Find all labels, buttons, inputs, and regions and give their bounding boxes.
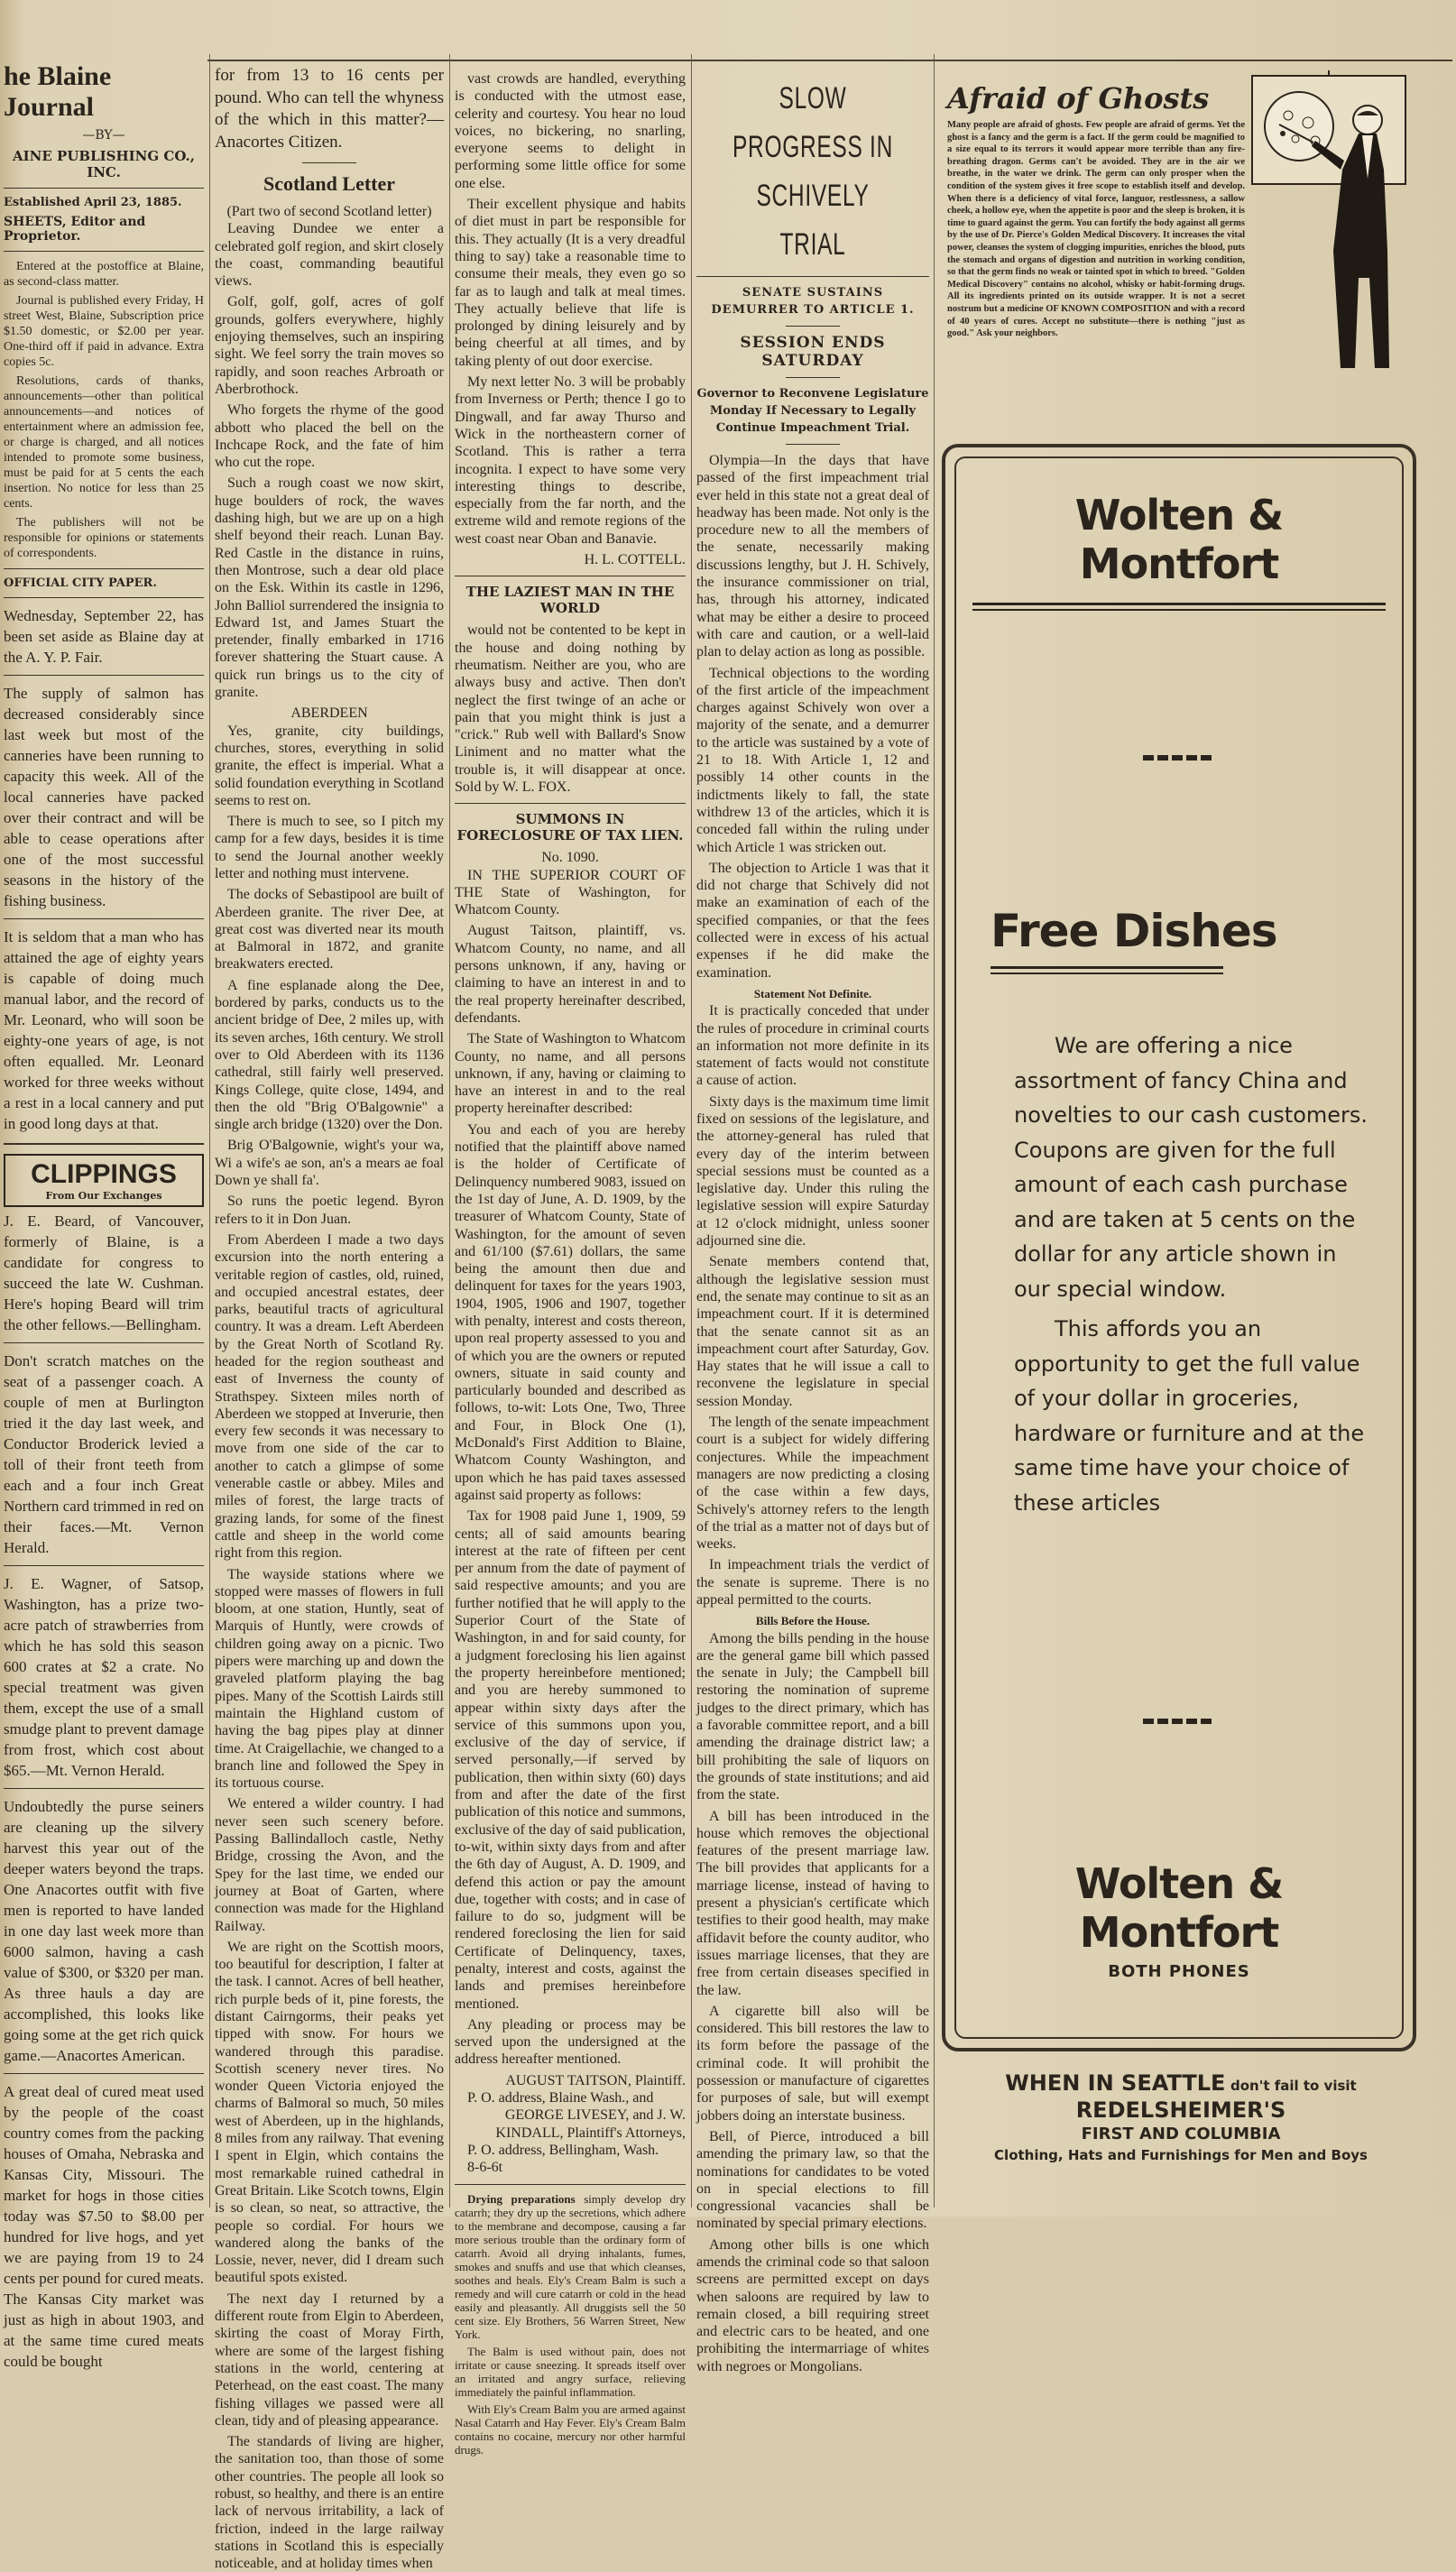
- summons-court: IN THE SUPERIOR COURT OF THE State of Washington, for Whatcom County.: [455, 867, 686, 918]
- article-paragraph: The docks of Sebastipool are built of Aberdeen granite. The river Dee, at great cost was diverted near its mouth at Balmoral in 1872, and granite breakwaters erected.: [215, 887, 444, 973]
- article-paragraph: There is much to see, so I pitch my camp for a few days, besides it is time to send the Journal another weekly letter and nothing must intervene.: [215, 814, 444, 881]
- editorial-paragraph: The supply of salmon has decreased considerably since last week but most of the canneries have been running to capacity this week. All of the local canneries have packed over their contract and will be able to cease operations after one of the most successful seasons in the history of the fishing business.: [4, 685, 204, 909]
- article-paragraph: Sixty days is the maximum time limit fixed on sessions of the legislature, and the attorney-general has ruled that every day of the interim between special sessions must be counted as a legislative day. Under this ruling the legislative session will expire Saturday at 12 o'clock midnight, unless sooner adjourned sine die.: [696, 1093, 929, 1249]
- article-paragraph: The standards of living are higher, the sanitation too, than those of some other countries. The people all look so robust, so healthy, and there is an entire lack of nervous irritability, a lack of friction, indeed in the large railway stations in Scotland this is especially noticeable, and at holiday times when: [215, 2434, 444, 2572]
- store-name: REDELSHEIMER'S: [1075, 2097, 1286, 2123]
- column-rule: [209, 54, 210, 2208]
- clippings-subtitle: From Our Exchanges: [45, 1190, 162, 1202]
- drying-ad-text: With Ely's Cream Balm you are armed against Nasal Catarrh and Hay Fever. Ely's Cream Balm contains no cocaine, mercury nor other harmful drugs.: [455, 2401, 686, 2457]
- publish-info: Journal is published every Friday, H street West, Blaine, Subscription price $1.50 domestic, or $2.00 per year. One-third off if paid in advance. Extra copies 5c.: [4, 294, 204, 369]
- article-paragraph: Who forgets the rhyme of the good abbott who placed the bell on the Inchcape Rock, and the fate of him who cut the rope.: [215, 402, 444, 471]
- article-paragraph: Such a rough coast we now skirt, huge boulders of rock, the waves dashing high, but we are up on a high shelf beyond their reach. Lunan Bay. Red Castle in the distance in ruins, then Montrose, such a dear old place on the Esk. Within its castle in 1296, John Balliol surrendered the insignia to Edward 1st, and James Stuart the pretender, finally embarked in 1716 forever shattering the Stuart cause. A quick run brings us to the city of granite.: [215, 475, 444, 701]
- article-paragraph: My next letter No. 3 will be probably from Inverness or Perth; thence I go to Dingwall, and far away Thurso and Wick in the northeastern corner of Scotland. This is rather a terra incognita. I expect to have some very interesting things to describe, especially from the far north, and the extreme wild and remote regions of the west coast near Oban and Banavie.: [455, 374, 686, 547]
- article-paragraph: Leaving Dundee we enter a celebrated golf region, and skirt closely the coast, commanding beautiful views.: [215, 221, 444, 290]
- summons-paragraph: You and each of you are hereby notified that the plaintiff above named is the holder of Certificate of Delinquency numbered 9083, issued on the 1st day of June, A. D. 1909, by the treasurer of Whatcom County, State of Washington, for the amount of seven and 61/100 ($7.61) dollars, the same being the amount then due and delinquent for taxes for the years 1903, 1904, 1905, 1906 and 1907, together with penalty, interest and costs thereon, upon real property assessed to you and of which you are the owners or reputed owners, situate in said county and particularly bounded and described as follows, to-wit: Lots One, Two, Three and Four, in Block One (1), McDonald's First Addition to Blaine, Whatcom County Washington, and upon which he has paid taxes assessed against said property as follows:: [455, 1121, 686, 1503]
- top-rule: [207, 60, 1452, 61]
- official-paper: OFFICIAL CITY PAPER.: [4, 576, 157, 590]
- store-goods: Clothing, Hats and Furnishings for Men and Boys: [994, 2147, 1368, 2163]
- scotland-letter-subtitle: (Part two of second Scotland letter): [226, 204, 432, 219]
- letter-signature: H. L. COTTELL.: [584, 552, 686, 568]
- clipping-item: Undoubtedly the purse seiners are cleaning up the silvery harvest this year out of the deeper waters beyond the traps. One Anacortes outfit with five men is reported to have landed in one day last week more than 6000 salmon, having a cash value of $300, or $320 per man. As three hauls a day are accomplished, this looks like going some at the get rich quick game.—Anacortes American.: [4, 1798, 204, 2064]
- article-paragraph: A fine esplanade along the Dee, bordered by parks, conducts us to the ancient bridge of Dee, 2 miles up, with its seven arches, 16th century. We stroll over to Old Aberdeen with its 1136 cathedral, still fairly well preserved. Kings College, quite close, 1494, and then the old "Brig O'Balgownie" a single arch bridge (1320) over the Don.: [215, 977, 444, 1133]
- deck-line: SESSION ENDS SATURDAY: [740, 334, 886, 370]
- drying-ad-text: simply develop dry catarrh; they dry up the secretions, which adhere to the membrane and decompose, causing a far more serious trouble than the ordinary form of catarrh. Avoid all drying inhalants, fumes, smokes and snuffs and use that which cleanses, soothes and heals. Ely's Cream Balm is such a remedy and will cure catarrh or cold in the head easily and pleasantly. All druggists sell the 50 cent size. Ely Brothers, 56 Warren Street, New York.: [455, 2191, 687, 2341]
- summons-title: SUMMONS IN FORECLOSURE OF TAX LIEN.: [456, 811, 684, 844]
- article-paragraph: The wayside stations where we stopped were masses of flowers in full bloom, at one station, Huntly, seat of Marquis of Huntly, were crowds of children going away on a picnic. Two pipers were marching up and down the graveled platform playing the bag pipes. Many of the Scottish Lairds still maintain the Highland custom of having the bag pipes play at dinner time. At Craigellachie, we changed to a branch line and followed the Spey in its tortuous course.: [215, 1566, 444, 1792]
- store-phones: BOTH PHONES: [1108, 1962, 1250, 1981]
- article-paragraph: The length of the senate impeachment court is a subject for widely differing conjectures. While the impeachment managers are now predicting a closing of the case within a few days, Schively's attorney refers to the length of the trial as a matter not of days but of weeks.: [696, 1415, 929, 1553]
- headline: SLOW PROGRESS IN SCHIVELY TRIAL: [733, 81, 893, 262]
- ghost-ad-body: Many people are afraid of ghosts. Few people are afraid of germs. Yet the ghost is a fancy and the germ is a fact. If the germ could be magnified to a size equal to its terrors it would appear more terrible than any fire-breathing dragon. Germs can't be avoided. They are in the air we breathe, in the water we drink. The germ can only prosper when the condition of the system gives it free scope to establish itself and develop. When there is a deficiency of vital force, languor, restlessness, a sallow cheek, a hollow eye, when the appetite is poor and the sleep is broken, it is time to guard against the germ. You can fortify the body against all germs by the use of Dr. Pierce's Golden Medical Discovery. It increases the vital power, cleanses the system of clogging impurities, enriches the blood, puts the stomach and organs of digestion and nutrition in working condition, so that the germ finds no weak or tainted spot in which to breed. "Golden Medical Discovery" contains no alcohol, whisky or habit-forming drugs. All its ingredients printed on its outside wrapper. It is not a secret nostrum but a medicine OF KNOWN COMPOSITION and with a record of 40 years of cures. Accept no substitute—there is nothing "just as good." Ask your neighbors.: [947, 120, 1245, 339]
- article-paragraph: A bill has been introduced in the house which removes the objectional features of the present marriage law. The bill provides that applicants for a marriage license, instead of having to present a physician's certificate which testifies to their good health, may make affidavit before the county auditor, who issues marriage licenses, that they are free from certain diseases specified in the law.: [696, 1808, 929, 1998]
- man-with-germ-chart-icon: [1243, 70, 1415, 386]
- column-schively-trial: [696, 74, 929, 2374]
- masthead-by: —BY—: [82, 128, 125, 143]
- deck-line: SENATE SUSTAINS DEMURRER TO ARTICLE 1.: [711, 286, 915, 317]
- established: Established April 23, 1885.: [4, 196, 182, 209]
- article-paragraph: We are right on the Scottish moors, too beautiful for description, I falter at the task. I cannot. Acres of bell heather, rich purple beds of it, pine forests, the distant Cairngorms, their peaks yet tipped with snow. For hours we wandered through this paradise. Scottish scenery never tires. No wonder Queen Victoria enjoyed the charms of Balmoral so much, 50 miles west of Aberdeen, up in the highlands, 8 miles from any railway. That evening I spent in Elgin, which contains the most remarkable ruined cathedral in Great Britain. Like Scotch towns, Elgin is so clean, so neat, so attractive, the people so cordial. For hours we wandered along the banks of the Lossie, never, never, did I dream such beautiful spots existed.: [215, 1939, 444, 2286]
- clipping-item: A great deal of cured meat used by the people of the coast country comes from the packing houses of Omaha, Nebraska and Kansas City, Missouri. The market for hogs in those cities today was $7.50 to $8.00 per hundred for live hogs, and yet we are paying from 19 to 24 cents per pound for cured meats. The Kansas City market was just as high in about 1903, and at the same time cured meats could be bought: [4, 2083, 204, 2370]
- ghost-ad-illustration: [1243, 70, 1415, 386]
- seattle-line-small: don't fail to visit: [1230, 2078, 1357, 2094]
- ornament: [1143, 755, 1215, 761]
- subhead: Statement Not Definite.: [753, 986, 872, 1000]
- summons-paragraph: August Taitson, plaintiff, vs. Whatcom County, no name, and all persons unknown, if any, having or claiming to have an interest in and to the real property hereinafter described, defendants.: [455, 923, 686, 1026]
- column-summons: [455, 70, 687, 2457]
- column-rule: [449, 54, 450, 2208]
- article-paragraph: From Aberdeen I made a two days excursion into the north entering a veritable region of castles, old, ruined, and occupied ancestral estates, deer parks, beautiful tracts of agricultural country. It was a dream. Left Aberdeen by the Great North of Scotland Ry. headed for the region southeast and east of Inverness the county of Strathspey. Sixteen miles north of Aberdeen we stopped at Inverurie, then every few seconds it was necessary to move from one side of the car to another to catch a glimpse of some venerable castle or abbey. Miles and miles of forest, the large tracts of grazing lands, for some of the finest cattle and sheep in the world come right from this region.: [215, 1231, 444, 1562]
- summons-number: No. 1090.: [541, 850, 599, 866]
- masthead-publisher: AINE PUBLISHING CO., INC.: [13, 148, 195, 180]
- column-masthead: [4, 61, 204, 2370]
- clipping-item: J. E. Wagner, of Satsop, Washington, has a prize two-acre patch of strawberries from which he has sold this season 600 crates at $2 a crate. No special treatment was given them, except the use of a small smudge plant to prevent damage from frost, which cost about $65.—Mt. Vernon Herald.: [4, 1575, 204, 1779]
- column-scotland-letter: [215, 65, 444, 2572]
- notices-info: Resolutions, cards of thanks, announcements—other than political announcements—and notices of entertainment where an admission fee, or charge is charged, and all notices intended to promote some business, must be paid for at 5 cents the each insertion. No notice for less than 25 cents.: [4, 374, 204, 511]
- editor-line: SHEETS, Editor and Proprietor.: [4, 215, 146, 244]
- article-paragraph: Technical objections to the wording of the first article of the impeachment charges against Schively won over a majority of the senate, and a demurrer to the article was sustained by a vote of 21 to 18. With Article 1, 12 and possibly 14 other counts in the indictments likely to fall, the state withdrew 13 of the articles, which it is conceded fall within the ruling under which Article 1 was stricken out.: [696, 665, 929, 855]
- drying-lead: Drying preparations: [467, 2191, 576, 2206]
- article-paragraph: Among the bills pending in the house are the general game bill which passed the senate in July; the Campbell bill restoring the nomination of supreme judges to the direct primary, which has a favorable committee report, and a bill amending the drainage district law; a bill prohibiting the sale of liquors on the grounds of state institutions; and aid from the state.: [696, 1630, 929, 1803]
- scotland-letter-title: Scotland Letter: [263, 172, 396, 195]
- section-heading: ABERDEEN: [290, 705, 368, 722]
- deck-line: Governor to Reconvene Legislature Monday If Necessary to Legally Continue Impeachment Trial.: [696, 387, 929, 435]
- editorial-paragraph: Wednesday, September 22, has been set aside as Blaine day at the A. Y. P. Fair.: [4, 607, 204, 666]
- poem-lines: Brig O'Balgownie, wight's your wa, Wi a wife's ae son, an's a mears ae foal Down ye shall fa'.: [215, 1138, 444, 1189]
- summons-paragraph: Any pleading or process may be served upon the undersigned at the address hereafter mentioned.: [455, 2016, 686, 2068]
- disclaimer: The publishers will not be responsible for opinions or statements of correspondents.: [4, 516, 204, 560]
- column-rule: [691, 54, 692, 2208]
- clipping-item: J. E. Beard, of Vancouver, formerly of Blaine, is a candidate for congress to succeed the late W. Cushman. Here's hoping Beard will trim the other fellows.—Bellingham.: [4, 1212, 204, 1333]
- drying-ad-text: The Balm is used without pain, does not irritate or cause sneezing. It spreads itself over an irritated and angry surface, relieving immediately the painful inflammation.: [455, 2344, 686, 2399]
- store-address: FIRST AND COLUMBIA: [1081, 2125, 1281, 2143]
- store-name: Wolten & Montfort: [1074, 491, 1284, 588]
- store-name: Wolten & Montfort: [1074, 1859, 1284, 1957]
- article-paragraph: vast crowds are handled, everything is conducted with the utmost ease, celerity and courtesy. You hear no loud voices, no bickering, no snarling, everyone seems to delight in performing some little office for some one else.: [455, 71, 686, 191]
- ghost-ad: [947, 81, 1245, 397]
- article-paragraph: Bell, of Pierce, introduced a bill amending the primary law, so that the nominations for candidates to be voted on in special elections to fill congressional vacancies shall be nominated by special primary elections.: [696, 2128, 929, 2232]
- ad-paragraph: would not be contented to be kept in the house and doing nothing by rheumatism. Neither are you, who are always busy and active. Then don't neglect the first twinge of an ache or pain that you might think is just a "crick." Rub well with Ballard's Snow Liniment and no matter what the trouble is, it will disappear at once. Sold by W. L. FOX.: [455, 622, 686, 795]
- article-paragraph: We entered a wilder country. I had never seen such scenery before. Passing Ballindalloch castle, Nethy Bridge, crossing the Avon, and the Spey for the last time, we ended our journey at Boat of Garten, where connection was made for the Highland Railway.: [215, 1796, 444, 1934]
- article-paragraph: Senate members contend that, although the legislative session must end, the senate may continue to sit as an impeachment court. If it is determined that the senate cannot sit as an impeachment court after Saturday, Gov. Hay states that he will issue a call to reconvene the legislature in special session Monday.: [696, 1254, 929, 1409]
- clippings-title: CLIPPINGS: [31, 1159, 177, 1189]
- laziest-title: THE LAZIEST MAN IN THE WORLD: [465, 584, 675, 617]
- seattle-line: WHEN IN SEATTLE: [1005, 2070, 1226, 2096]
- entered-note: Entered at the postoffice at Blaine, as second-class matter.: [4, 260, 204, 289]
- article-paragraph: Olympia—In the days that have passed of the first impeachment trial ever held in this state not a great deal of headway has been made. Not only is the procedure new to all the members of the senate, necessarily making discussions lengthy, but J. H. Schively, the insurance commissioner on trial, has, through his attorney, indicated what may be either a desire to proceed with care and caution, or a well-laid plan to delay action as long as possible.: [696, 453, 929, 660]
- masthead-title: he Blaine Journal: [4, 61, 112, 122]
- free-dishes-headline: Free Dishes: [991, 905, 1277, 957]
- article-paragraph: In impeachment trials the verdict of the senate is supreme. There is no appeal permitted to the courts.: [696, 1557, 929, 1608]
- wolten-montfort-ad: [942, 444, 1416, 2051]
- article-paragraph: So runs the poetic legend. Byron refers to it in Don Juan.: [215, 1194, 444, 1227]
- ornament: [1143, 1719, 1215, 1724]
- article-paragraph: Among other bills is one which amends the criminal code so that saloon screens are permitted except on days when saloons are required by law to remain closed, a bill requiring street and electric cars to be heated, and one prohibiting the intermarriage of whites with negroes or Mongolians.: [696, 2236, 929, 2374]
- ad-body: This affords you an opportunity to get the full value of your dollar in groceries, hardware or furniture and at the same time have your choice of these articles: [1014, 1316, 1365, 1516]
- article-paragraph: The objection to Article 1 was that it did not charge that Schively did not make an examination of each of the specified companies, or that the fees collected were in excess of his actual expenses if he did make the examination.: [696, 860, 929, 981]
- summons-paragraph: Tax for 1908 paid June 1, 1909, 59 cents; all of said amounts bearing interest at the rate of fifteen per cent per annum from the date of payment of said respective amounts; and you are further notified that he will apply to the Superior Court of the State of Washington, in and for said county, for a judgment foreclosing his lien against the property hereinbefore mentioned; and you are hereby summoned to appear within sixty days after the service of this summons upon you, exclusive of the day of service, if served personally,—if served by publication, then within sixty (60) days from and after the date of the first publication of this notice and summons, exclusive of the day of said publication, to-wit, within sixty days from and after the 6th day of August, A. D. 1909, and defend this action or pay the amount due, together with costs; and in case of failure to do so, judgment will be rendered foreclosing the lien for said Certificate of Delinquency, taxes, penalty, interest and costs, against the lands and premises hereinbefore mentioned.: [455, 1508, 686, 2012]
- summons-paragraph: The State of Washington to Whatcom County, no name, and all persons unknown, if any, having or claiming to have an interest in and to the real property hereinafter described:: [455, 1031, 686, 1117]
- article-paragraph: Golf, golf, golf, acres of golf grounds, golfers everywhere, highly enjoying themselves, such an inspiring sight. We feel sorry the train moves so rapidly, and soon reaches Arbroath or Aberbrothock.: [215, 294, 444, 397]
- summons-attorneys: GEORGE LIVESEY, and J. W. KINDALL, Plaintiff's Attorneys,: [495, 2107, 686, 2141]
- article-paragraph: Yes, granite, city buildings, churches, stores, everything in solid granite, the effect is imperial. What a solid foundation everything in Scotland seems to rest on.: [215, 723, 444, 808]
- subhead: Bills Before the House.: [755, 1614, 871, 1628]
- redelsheimers-ad: [942, 2070, 1420, 2163]
- summons-plaintiff: AUGUST TAITSON, Plaintiff.: [505, 2072, 686, 2088]
- article-paragraph: Their excellent physique and habits of diet must in part be responsible for this. They actually (It is a very dreadful thing to say) take a reasonable time to consume their meals, they even go so far as to laugh and talk at meal times. They actually believe that life is prolonged by dining leisurely and by being cheerful at all times, and by taking plenty of out door exercise.: [455, 197, 686, 369]
- article-paragraph: A cigarette bill also will be considered. This bill restores the law to its form before the passage of the criminal code. It will prohibit the possession or manufacture of cigarettes for purposes of sale, but will exempt jobbers doing an interstate business.: [696, 2003, 929, 2124]
- editorial-paragraph: It is seldom that a man who has attained the age of eighty years is capable of doing much manual labor, and the record of Mr. Leonard, who will soon be eighty-one years of age, is not often equalled. Mr. Leonard worked for three weeks without a rest in a local cannery and put in good long days at that.: [4, 928, 204, 1132]
- column-rule: [934, 54, 935, 2208]
- summons-address: P. O. address, Bellingham, Wash.: [467, 2142, 659, 2158]
- ghost-ad-title: Afraid of Ghosts: [947, 81, 1210, 115]
- article-continuation: for from 13 to 16 cents per pound. Who can tell the whyness of the which in this matter?—Anacortes Citizen.: [215, 66, 444, 152]
- article-paragraph: It is practically conceded that under the rules of procedure in criminal courts an information not more definite in its statement of facts would not constitute a cause of action.: [696, 1003, 929, 1089]
- article-paragraph: The next day I returned by a different route from Elgin to Aberdeen, skirting the coast of Moray Firth, where are some of the largest fishing stations in the world, centering at Peterhead, on the east coast. The many fishing villages we passed were all clean, tidy and of pleasing appearance.: [215, 2291, 444, 2429]
- summons-address: P. O. address, Blaine Wash., and: [467, 2090, 654, 2106]
- clipping-item: Don't scratch matches on the seat of a passenger coach. A couple of men at Burlington tried it the day last week, and Conductor Broderick levied a toll of their front teeth from each and a four inch Great Northern card trimmed in red on their faces.—Mt. Vernon Herald.: [4, 1352, 204, 1556]
- ad-body: We are offering a nice assortment of fancy China and novelties to our cash customers. Coupons are given for the full amount of each cash purchase and are taken at 5 cents on the dollar for any article shown in our special window.: [1014, 1033, 1368, 1302]
- summons-date: 8-6-6t: [467, 2160, 503, 2176]
